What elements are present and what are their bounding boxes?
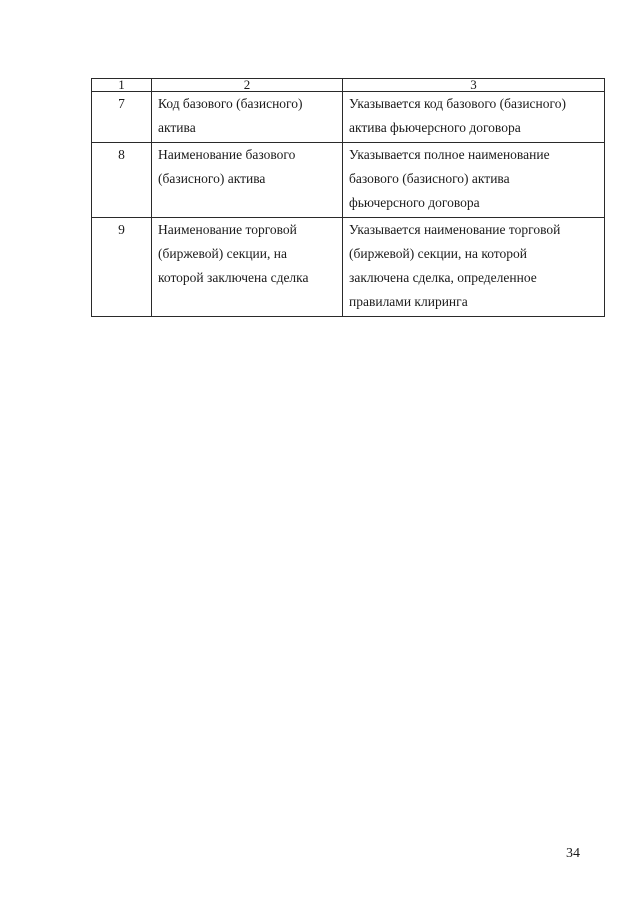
text-line: которой заключена сделка: [158, 270, 309, 285]
text-line: базового (базисного) актива: [349, 171, 510, 186]
element-description-cell: [343, 92, 605, 143]
page-number: 34: [566, 846, 580, 861]
data-table: [91, 78, 605, 317]
text-line: Указывается полное наименование: [349, 147, 550, 162]
text-line: Указывается наименование торговой: [349, 222, 561, 237]
element-description-cell: [343, 143, 605, 218]
table-row: [92, 92, 605, 143]
text-line: (биржевой) секции, на которой: [349, 246, 527, 261]
column-header-1: 1: [92, 79, 152, 92]
text-line: правилами клиринга: [349, 294, 468, 309]
table-row: [92, 143, 605, 218]
text-line: Наименование торговой: [158, 222, 297, 237]
column-header-2: 2: [152, 79, 343, 92]
text-line: (биржевой) секции, на: [158, 246, 287, 261]
text-line: Указывается код базового (базисного): [349, 96, 566, 111]
text-line: актива фьючерсного договора: [349, 120, 521, 135]
row-number: 8: [92, 143, 152, 218]
text-line: Наименование базового: [158, 147, 296, 162]
text-line: фьючерсного договора: [349, 195, 480, 210]
element-name-cell: [152, 143, 343, 218]
element-name-cell: [152, 218, 343, 317]
table-row: [92, 218, 605, 317]
table-header-row: [92, 79, 605, 92]
column-header-3: 3: [343, 79, 605, 92]
element-name-cell: [152, 92, 343, 143]
text-line: Код базового (базисного): [158, 96, 303, 111]
row-number: 9: [92, 218, 152, 317]
text-line: (базисного) актива: [158, 171, 266, 186]
text-line: заключена сделка, определенное: [349, 270, 537, 285]
text-line: актива: [158, 120, 196, 135]
row-number: 7: [92, 92, 152, 143]
element-description-cell: [343, 218, 605, 317]
